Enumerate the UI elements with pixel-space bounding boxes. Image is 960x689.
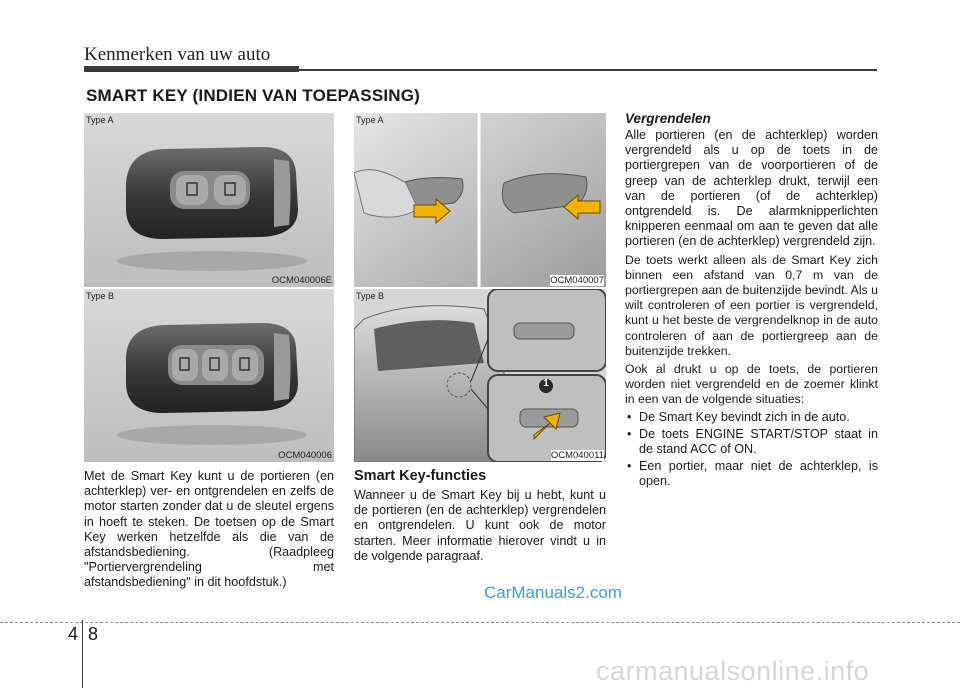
locking-paragraph-2: De toets werkt alleen als de Smart Key zich binnen een afstand van 0,7 m van de portiergrepen aan de buitenzijde bevindt. Als u wilt controleren of een portier is vergrendeld, kunt u het beste de vergrendelknop in de auto controleren of aan de portiergreep aan de buitenzijde trekken. <box>625 252 878 358</box>
middle-column <box>354 468 606 564</box>
footer-rule <box>0 622 960 623</box>
figure-code: OCM040006E <box>271 275 332 286</box>
situations-list <box>625 410 878 490</box>
intro-paragraph: Met de Smart Key kunt u de portieren (en achterklep) ver- en ontgrendelen en zelfs de motor starten zonder dat u de sleutel ergens in hoeft te steken. De toetsen op de Smart Key werken hetzelfde als die van de afstandsbediening. (Raadpleeg "Portiervergrendeling met afstandsbediening" in dit hoofdstuk.) <box>84 469 334 590</box>
page-number: 8 <box>88 624 99 644</box>
figure-label: Type B <box>86 291 115 301</box>
list-item: • Een portier, maar niet de achterklep, is open. <box>625 459 878 489</box>
header-bar <box>84 66 299 72</box>
figure-code: OCM040006 <box>278 450 332 461</box>
chapter-title: Kenmerken van uw auto <box>84 44 271 65</box>
figure-label: Type B <box>356 291 385 301</box>
figure-type-a-key <box>84 113 334 287</box>
watermark-link[interactable]: CarManuals2.com <box>484 583 622 602</box>
door-handle-image <box>354 113 606 287</box>
page-section: 4 <box>68 624 79 644</box>
figure-label: Type A <box>356 115 384 125</box>
locking-paragraph-1: Alle portieren (en de achterklep) worden vergrendeld als u op de toets in de portiergrepen van de voorportieren of de greep van de achterklep drukt, terwijl een van de portieren (of de achterklep) ontgrendeld is. De alarmknipperlichten knipperen eenmaal om aan te geven dat alle portieren (en de achterklep) vergrendeld zijn. <box>625 128 878 249</box>
smart-key-functions-heading: Smart Key-functies <box>354 468 487 484</box>
list-item: • De toets ENGINE START/STOP staat in de stand ACC of ON. <box>625 427 878 457</box>
smart-key-type-a-image <box>84 113 334 287</box>
locking-paragraph-3: Ook al drukt u op de toets, de portieren worden niet vergrendeld en de zoemer klinkt in een van de volgende situaties: <box>625 362 878 407</box>
smart-key-type-b-image <box>84 289 334 462</box>
figure-type-b-tailgate <box>354 289 606 462</box>
figure-type-b-key <box>84 289 334 462</box>
figure-code: OCM040011 <box>550 450 604 461</box>
callout-number: 1 <box>543 378 549 389</box>
bottom-watermark: carmanualsonline.info <box>596 656 870 686</box>
tailgate-handle-image <box>354 289 606 462</box>
section-title: SMART KEY (INDIEN VAN TOEPASSING) <box>86 86 421 105</box>
locking-heading: Vergrendelen <box>625 111 711 126</box>
header-rule <box>299 69 877 71</box>
footer-divider <box>82 620 83 688</box>
right-column <box>625 111 878 492</box>
figure-type-a-door <box>354 113 606 287</box>
functions-paragraph: Wanneer u de Smart Key bij u hebt, kunt u de portieren (en de achterklep) vergrendelen en ontgrendelen. U kunt ook de motor starten. Meer informatie hierover vindt u in de volgende paragraaf. <box>354 488 606 563</box>
figure-code: OCM040007 <box>550 275 604 286</box>
figure-label: Type A <box>86 115 114 125</box>
list-item: • De Smart Key bevindt zich in de auto. <box>625 410 878 425</box>
left-column <box>84 469 334 591</box>
